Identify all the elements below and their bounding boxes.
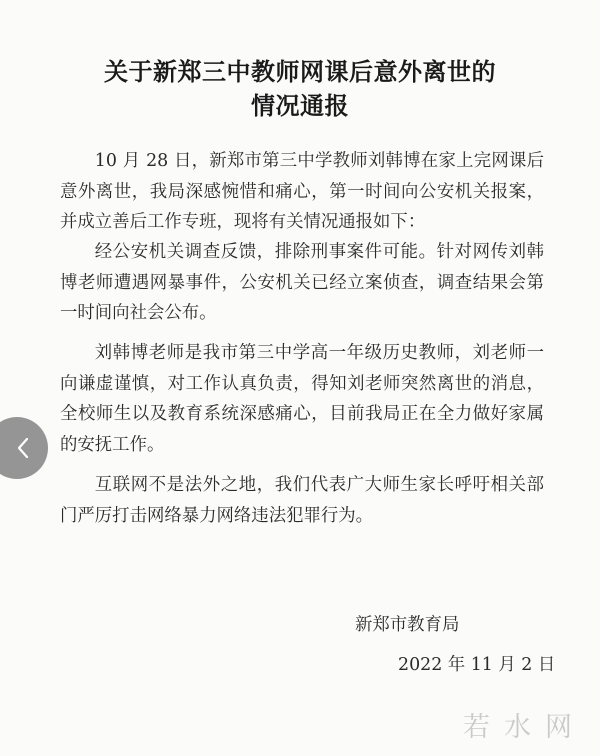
paragraph-1: 10 月 28 日，新郑市第三中学教师刘韩博在家上完网课后意外离世，我局深感惋惜和痛心，第一时间向公安机关报案，并成立善后工作专班，现将有关情况通报如下： <box>60 151 544 232</box>
issue-date: 2022 年 11 月 2 日 <box>398 655 556 675</box>
issuer-signature: 新郑市教育局 <box>355 615 460 635</box>
watermark: 若水网 <box>463 712 586 743</box>
paragraph-4: 互联网不是法外之地，我们代表广大师生家长呼吁相关部门严厉打击网络暴力网络违法犯罪行为。 <box>60 475 544 526</box>
chevron-left-icon <box>14 436 32 460</box>
paragraph-2: 经公安机关调查反馈，排除刑事案件可能。针对网传刘韩博老师遭遇网暴事件，公安机关已经立案侦查，调查结果会第一时间向社会公布。 <box>60 242 544 323</box>
notice-title-line-1: 关于新郑三中教师网课后意外离世的 <box>104 57 496 86</box>
notice-title-line-2: 情况通报 <box>251 91 349 120</box>
paragraph-3: 刘韩博老师是我市第三中学高一年级历史教师，刘老师一向谦虚谨慎，对工作认真负责，得知刘老师突然离世的消息，全校师生以及教育系统深感痛心，目前我局正在全力做好家属的安抚工作。 <box>60 343 544 455</box>
